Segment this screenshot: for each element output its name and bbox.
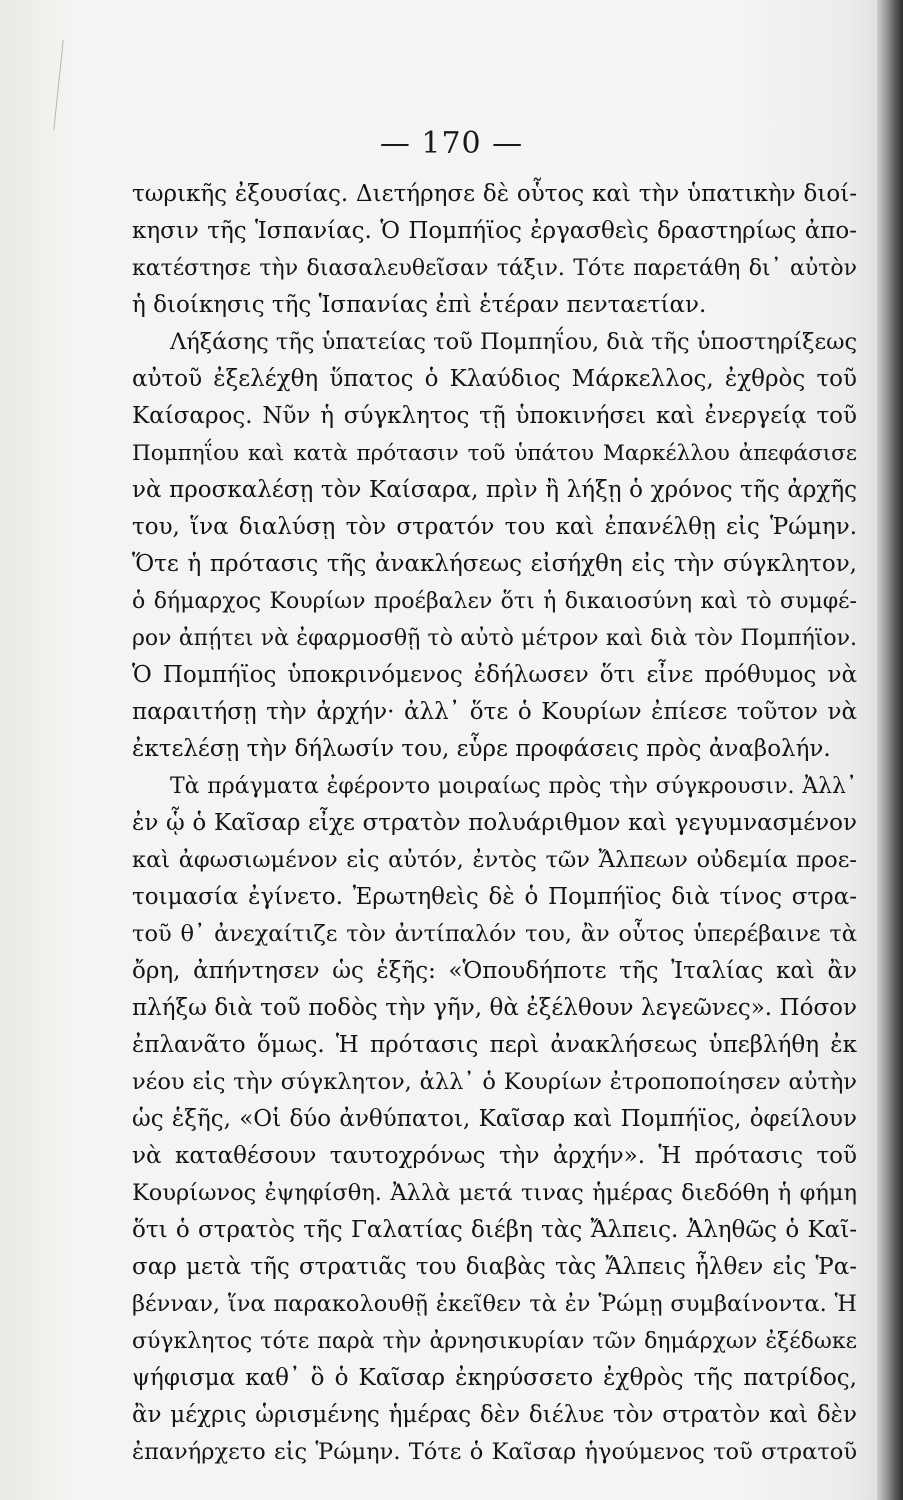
text-line: του, ἵνα διαλύσῃ τὸν στρατόν του καὶ ἐπανέλθῃ εἰς Ῥώμην. <box>132 514 857 540</box>
text-line: σύγκλητος τότε παρὰ τὴν ἀρνησικυρίαν τῶν δημάρχων ἐξέδωκε <box>132 1329 857 1354</box>
text-line: ἐπανήρχετο εἰς Ῥώμην. Τότε ὁ Καῖσαρ ἡγούμενος τοῦ στρατοῦ <box>132 1439 857 1465</box>
text-line: κησιν τῆς Ἱσπανίας. Ὁ Πομπήϊος ἐργασθεὶς δραστηρίως ἀπο- <box>132 218 857 244</box>
text-line: Ὁ Πομπήϊος ὑποκρινόμενος ἐδήλωσεν ὅτι εἶνε πρόθυμος νὰ <box>132 662 857 688</box>
text-line: νὰ καταθέσουν ταυτοχρόνως τὴν ἀρχήν». Ἡ πρότασις τοῦ <box>132 1143 857 1169</box>
text-line: ἐν ᾧ ὁ Καῖσαρ εἶχε στρατὸν πολυάριθμον καὶ γεγυμνασμένον <box>132 810 857 836</box>
text-line: καὶ ἀφωσιωμένον εἰς αὐτόν, ἐντὸς τῶν Ἄλπεων οὐδεμία προε- <box>132 847 857 873</box>
page-number: — 170 — <box>379 126 524 161</box>
binding-shadow <box>877 0 903 1500</box>
text-line: ἐκτελέσῃ τὴν δήλωσίν του, εὗρε προφάσεις πρὸς ἀναβολήν. <box>132 736 831 762</box>
text-line: Λήξάσης τῆς ὑπατείας τοῦ Πομπηΐου, διὰ τῆς ὑποστηρίξεως <box>170 329 857 355</box>
text-line: τοῦ θ᾽ ἀνεχαίτιζε τὸν ἀντίπαλόν του, ἂν οὗτος ὑπερέβαινε τὰ <box>132 921 857 947</box>
text-line: πλήξω διὰ τοῦ ποδὸς τὴν γῆν, θὰ ἐξέλθουν λεγεῶνες». Πόσον <box>132 995 857 1021</box>
text-line: τωρικῆς ἐξουσίας. Διετήρησε δὲ οὗτος καὶ τὴν ὑπατικὴν διοί- <box>132 181 857 207</box>
text-line: Τὰ πράγματα ἐφέροντο μοιραίως πρὸς τὴν σύγκρουσιν. Ἀλλ᾽ <box>170 774 857 799</box>
text-line: Ὅτε ἡ πρότασις τῆς ἀνακλήσεως εἰσήχθη εἰς τὴν σύγκλητον, <box>132 551 857 577</box>
text-line: ἡ διοίκησις τῆς Ἱσπανίας ἐπὶ ἑτέραν πενταετίαν. <box>132 292 707 318</box>
text-line: ψήφισμα καθ᾽ ὃ ὁ Καῖσαρ ἐκηρύσσετο ἐχθρὸς τῆς πατρίδος, <box>132 1365 857 1391</box>
text-line: ρον ἀπῄτει νὰ ἐφαρμοσθῇ τὸ αὐτὸ μέτρον καὶ διὰ τὸν Πομπήϊον. <box>132 626 857 651</box>
text-line: παραιτήσῃ τὴν ἀρχήν· ἀλλ᾽ ὅτε ὁ Κουρίων ἐπίεσε τοῦτον νὰ <box>132 699 857 725</box>
page-margin-mark <box>53 40 63 130</box>
text-line: βένναν, ἵνα παρακολουθῇ ἐκεῖθεν τὰ ἐν Ῥώμῃ συμβαίνοντα. Ἡ <box>132 1291 857 1317</box>
text-line: ὁ δήμαρχος Κουρίων προέβαλεν ὅτι ἡ δικαιοσύνη καὶ τὸ συμφέ- <box>132 589 857 614</box>
body-text <box>132 176 857 1471</box>
text-line: νὰ προσκαλέσῃ τὸν Καίσαρα, πρὶν ἢ λήξῃ ὁ χρόνος τῆς ἀρχῆς <box>132 477 857 503</box>
text-line: νέου εἰς τὴν σύγκλητον, ἀλλ᾽ ὁ Κουρίων ἐτροποποίησεν αὐτὴν <box>132 1069 857 1095</box>
text-line: ἐπλανᾶτο ὅμως. Ἡ πρότασις περὶ ἀνακλήσεως ὑπεβλήθη ἐκ <box>132 1032 857 1058</box>
text-line: ὄρη, ἀπήντησεν ὡς ἑξῆς: «Ὁπουδήποτε τῆς Ἰταλίας καὶ ἂν <box>132 958 857 984</box>
text-line: Κουρίωνος ἐψηφίσθη. Ἀλλὰ μετά τινας ἡμέρας διεδόθη ἡ φήμη <box>132 1180 857 1206</box>
text-line: ὅτι ὁ στρατὸς τῆς Γαλατίας διέβη τὰς Ἄλπεις. Ἀληθῶς ὁ Καῖ- <box>132 1217 857 1243</box>
text-line: κατέστησε τὴν διασαλευθεῖσαν τάξιν. Τότε παρετάθη δι᾽ αὐτὸν <box>132 256 857 281</box>
text-line: σαρ μετὰ τῆς στρατιᾶς του διαβὰς τὰς Ἄλπεις ἦλθεν εἰς Ῥα- <box>132 1254 857 1280</box>
text-line: αὐτοῦ ἐξελέχθη ὕπατος ὁ Κλαύδιος Μάρκελλος, ἐχθρὸς τοῦ <box>132 366 857 392</box>
text-line: τοιμασία ἐγίνετο. Ἐρωτηθεὶς δὲ ὁ Πομπήϊος διὰ τίνος στρα- <box>132 884 857 910</box>
text-line: ὡς ἑξῆς, «Οἱ δύο ἀνθύπατοι, Καῖσαρ καὶ Πομπήϊος, ὀφείλουν <box>132 1106 857 1132</box>
text-line: Πομπηΐου καὶ κατὰ πρότασιν τοῦ ὑπάτου Μαρκέλλου ἀπεφάσισε <box>132 441 857 466</box>
text-line: Καίσαρος. Νῦν ἡ σύγκλητος τῇ ὑποκινήσει καὶ ἐνεργείᾳ τοῦ <box>132 403 857 429</box>
text-line: ἂν μέχρις ὡρισμένης ἡμέρας δὲν διέλυε τὸν στρατὸν καὶ δὲν <box>132 1402 857 1428</box>
